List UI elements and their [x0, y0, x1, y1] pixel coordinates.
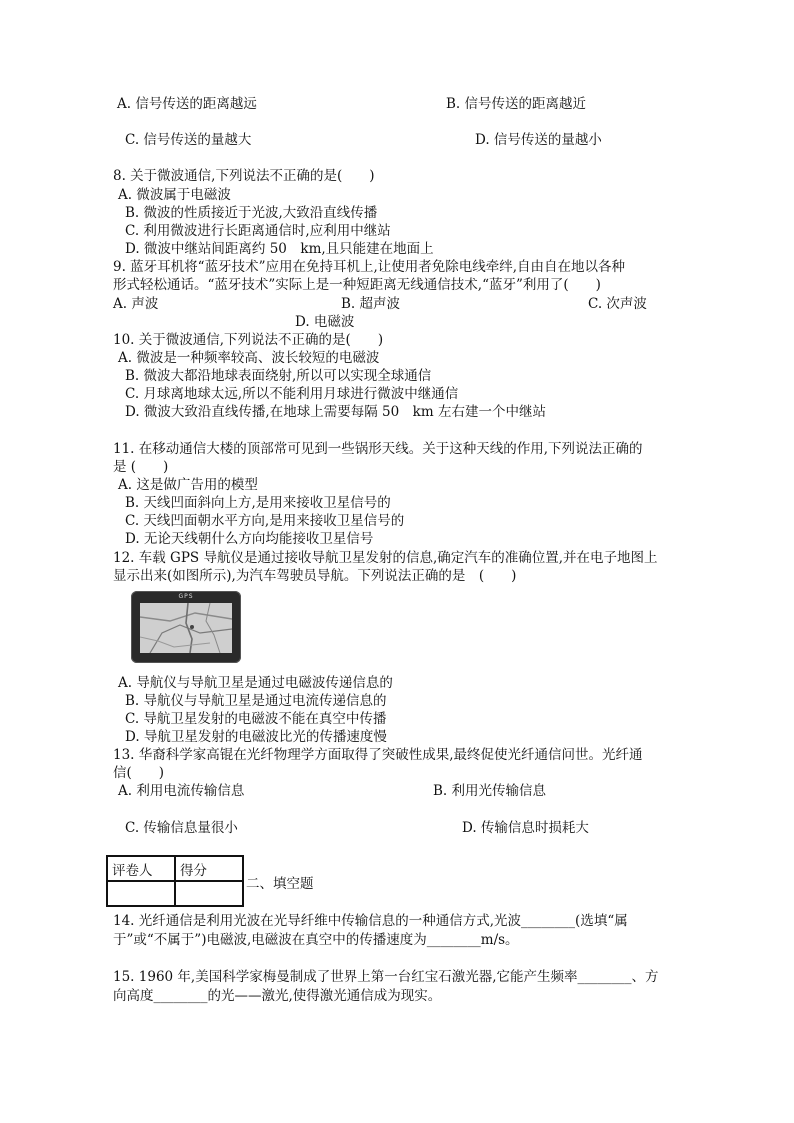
q12-stem-line1: 12. 车载 GPS 导航仪是通过接收导航卫星发射的信息,确定汽车的准确位置,并在电子地图上	[113, 550, 658, 566]
q14-line1: 14. 光纤通信是利用光波在光导纤维中传输信息的一种通信方式,光波________(选填“属	[113, 913, 628, 929]
q7-option-c: C. 信号传送的量越大	[125, 132, 252, 148]
q13-option-b: B. 利用光传输信息	[433, 783, 547, 799]
section-title: 二、填空题	[246, 876, 314, 892]
grader-score-table	[106, 855, 244, 907]
q7-option-b: B. 信号传送的距离越近	[446, 96, 587, 112]
q8-option-d: D. 微波中继站间距离约 50 km,且只能建在地面上	[125, 241, 434, 257]
q10-option-a: A. 微波是一种频率较高、波长较短的电磁波	[118, 350, 380, 366]
q13-option-d: D. 传输信息时损耗大	[462, 820, 589, 836]
grader-header-cell: 评卷人	[107, 856, 175, 881]
q11-option-c: C. 天线凹面朝水平方向,是用来接收卫星信号的	[125, 513, 405, 529]
q13-stem-line2: 信( )	[113, 765, 165, 781]
q11-option-a: A. 这是做广告用的模型	[118, 477, 258, 493]
q8-option-c: C. 利用微波进行长距离通信时,应利用中继站	[125, 223, 391, 239]
q9-option-c: C. 次声波	[588, 296, 647, 312]
q9-option-d: D. 电磁波	[295, 314, 355, 330]
q10-option-b: B. 微波大都沿地球表面绕射,所以可以实现全球通信	[125, 368, 432, 384]
q12-option-a: A. 导航仪与导航卫星是通过电磁波传递信息的	[118, 675, 393, 691]
gps-navigator-image	[131, 591, 241, 663]
q9-option-a: A. 声波	[113, 296, 159, 312]
map-roads-graphic	[140, 603, 232, 653]
q12-option-d: D. 导航卫星发射的电磁波比光的传播速度慢	[125, 729, 387, 745]
q8-option-a: A. 微波属于电磁波	[118, 187, 231, 203]
q15-line1: 15. 1960 年,美国科学家梅曼制成了世界上第一台红宝石激光器,它能产生频率________、方	[113, 969, 659, 985]
q12-stem-line2: 显示出来(如图所示),为汽车驾驶员导航。下列说法正确的是 ( )	[113, 568, 517, 584]
q11-stem-line1: 11. 在移动通信大楼的顶部常可见到一些锅形天线。关于这种天线的作用,下列说法正确的	[113, 441, 643, 457]
q9-stem-line1: 9. 蓝牙耳机将“蓝牙技术”应用在免持耳机上,让使用者免除电线牵绊,自由自在地以各种	[113, 259, 626, 275]
q13-option-a: A. 利用电流传输信息	[118, 783, 245, 799]
q9-stem-line2: 形式轻松通话。“蓝牙技术”实际上是一种短距离无线通信技术,“蓝牙”利用了( )	[113, 277, 601, 293]
q13-stem-line1: 13. 华裔科学家高锟在光纤物理学方面取得了突破性成果,最终促使光纤通信问世。光纤通	[113, 747, 643, 763]
q15-line2: 向高度________的光——激光,使得激光通信成为现实。	[113, 988, 442, 1004]
q9-option-b: B. 超声波	[341, 296, 401, 312]
q12-option-c: C. 导航卫星发射的电磁波不能在真空中传播	[125, 711, 387, 727]
q13-option-c: C. 传输信息量很小	[125, 820, 238, 836]
grader-value-cell	[107, 881, 175, 906]
q8-stem: 8. 关于微波通信,下列说法不正确的是( )	[113, 168, 375, 184]
q14-line2: 于”或“不属于”)电磁波,电磁波在真空中的传播速度为________m/s。	[113, 932, 519, 948]
q7-option-a: A. 信号传送的距离越远	[117, 96, 257, 112]
q10-option-d: D. 微波大致沿直线传播,在地球上需要每隔 50 km 左右建一个中继站	[125, 404, 546, 420]
q11-stem-line2: 是 ( )	[113, 459, 169, 475]
q12-option-b: B. 导航仪与导航卫星是通过电流传递信息的	[125, 693, 387, 709]
q11-option-d: D. 无论天线朝什么方向均能接收卫星信号	[125, 531, 374, 547]
score-header-cell: 得分	[175, 856, 243, 881]
q11-option-b: B. 天线凹面斜向上方,是用来接收卫星信号的	[125, 495, 391, 511]
gps-brand-label: GPS	[178, 593, 194, 600]
gps-map-screen	[140, 603, 232, 653]
q10-option-c: C. 月球离地球太远,所以不能利用月球进行微波中继通信	[125, 386, 459, 402]
score-value-cell	[175, 881, 243, 906]
q10-stem: 10. 关于微波通信,下列说法不正确的是( )	[113, 332, 384, 348]
q8-option-b: B. 微波的性质接近于光波,大致沿直线传播	[125, 205, 378, 221]
q7-option-d: D. 信号传送的量越小	[475, 132, 602, 148]
